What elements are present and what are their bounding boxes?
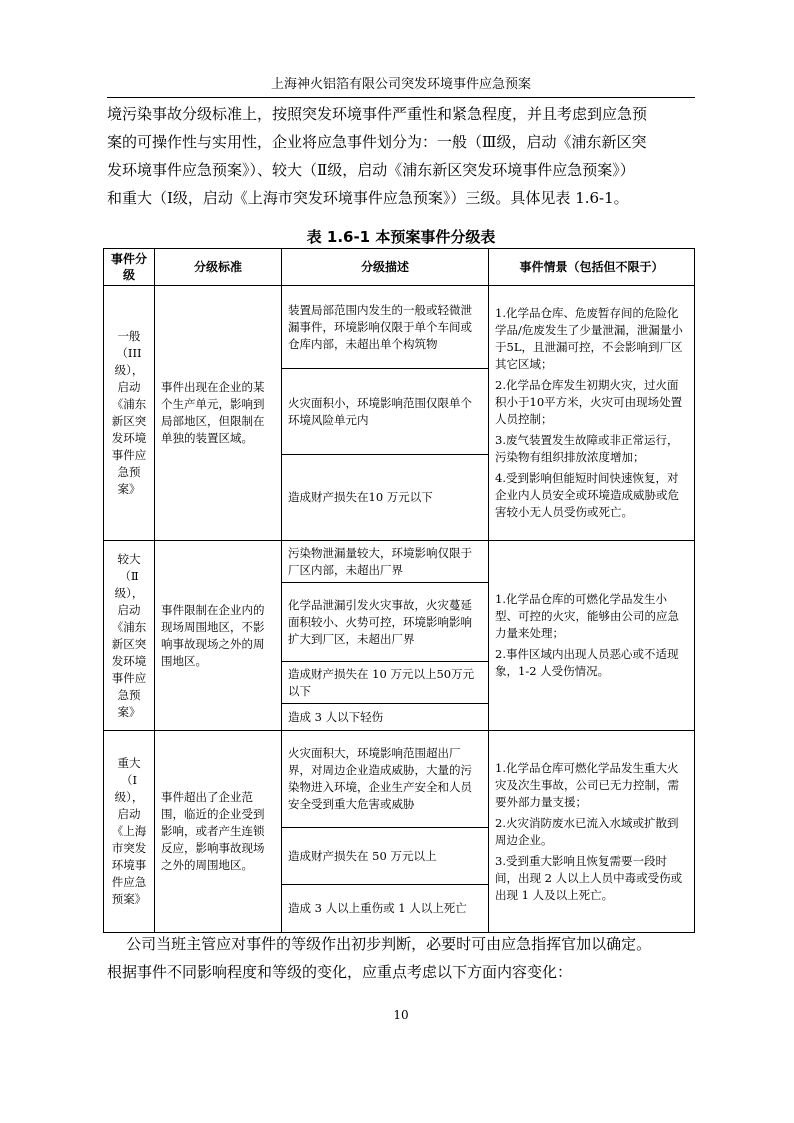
scenario-item: 3.受到重大影响且恢复需要一段时间，出现 2 人以上人员中毒或受伤或出现 1 人及以上死亡。 (495, 853, 683, 902)
scenario-cell (489, 286, 695, 541)
description-cell: 火灾面积小，环境影响范围仅限单个环境风险单元内 (282, 369, 489, 455)
outro-line: 公司当班主管应对事件的等级作出初步判断，必要时可由应急指挥官加以确定。 (107, 935, 652, 953)
outro-paragraph (107, 930, 695, 986)
scenario-item: 4.受到影响但能短时间快速恢复，对企业内人员安全或环境造成威胁或危害较小无人员受伤或死亡。 (495, 471, 679, 519)
table-caption: 表 1.6-1 本预案事件分级表 (306, 228, 496, 246)
description-cell: 造成 3 人以下轻伤 (282, 704, 489, 731)
description-cell: 造成财产损失在10 万元以下 (282, 455, 489, 541)
header-cell: 事件情景（包括但不限于） (489, 249, 695, 286)
header-rule (107, 97, 695, 98)
level-cell: 较大（Ⅱ级），启动《浦东新区突发环境事件应急预案》 (104, 541, 155, 731)
header-cell: 分级标准 (155, 249, 282, 286)
level-cell: 一般（III级），启动《浦东新区突发环境事件应急预案》 (104, 286, 155, 541)
intro-paragraph (107, 100, 695, 212)
scenario-item: 3.废气装置发生故障或非正常运行，污染物有组织排放浓度增加； (495, 433, 679, 464)
description-cell: 装置局部范围内发生的一般或轻微泄漏事件，环境影响仅限于单个车间或仓库内部，未超出单个构筑物 (282, 286, 489, 369)
description-cell: 火灾面积大，环境影响范围超出厂界，对周边企业造成威胁，大量的污染物进入环境，企业生产安全和人员安全受到重大危害或威胁 (282, 731, 489, 828)
header-cell: 分级描述 (282, 249, 489, 286)
intro-line: 和重大（Ⅰ级，启动《上海市突发环境事件应急预案》）三级。具体见表 1.6-1。 (107, 189, 629, 207)
scenario-item: 2.化学品仓库发生初期火灾，过火面积小于10平方米，火灾可由现场处置人员控制； (495, 378, 683, 426)
intro-line: 发环境事件应急预案》）、较大（Ⅱ级，启动《浦东新区突发环境事件应急预案》） (107, 161, 635, 179)
scenario-item: 2.事件区域内出现人员恶心或不适现象，1-2 人受伤情况。 (495, 647, 679, 678)
description-cell: 污染物泄漏量较大，环境影响仅限于厂区内部，未超出厂界 (282, 541, 489, 583)
page-number: 10 (393, 1008, 409, 1022)
description-cell: 化学品泄漏引发火灾事故，火灾蔓延面积较小、火势可控，环境影响影响扩大到厂区，未超出厂界 (282, 583, 489, 662)
table-row (104, 731, 695, 828)
scenario-item: 1.化学品仓库可燃化学品发生重大火灾及次生事故，公司已无力控制，需要外部力量支援； (495, 760, 679, 809)
scenario-item: 2.火灾消防废水已流入水域或扩散到周边企业。 (495, 815, 679, 847)
intro-line: 境污染事故分级标准上，按照突发环境事件严重性和紧急程度，并且考虑到应急预 (107, 105, 648, 123)
level-cell: 重大（Ⅰ级），启动《上海市突发环境事件应急预案》 (104, 731, 155, 933)
table-row (104, 286, 695, 369)
standard-cell: 事件限制在企业内的现场周围地区，不影响事故现场之外的周围地区。 (155, 541, 282, 731)
event-classification-table (103, 248, 695, 933)
description-cell: 造成财产损失在 50 万元以上 (282, 828, 489, 885)
table-header-row (104, 249, 695, 286)
outro-line: 根据事件不同影响程度和等级的变化，应重点考虑以下方面内容变化： (107, 963, 573, 981)
header-cell: 事件分级 (104, 249, 155, 286)
standard-cell: 事件出现在企业的某个生产单元，影响到局部地区，但限制在单独的装置区域。 (155, 286, 282, 541)
scenario-cell (489, 541, 695, 731)
scenario-item: 1.化学品仓库的可燃化学品发生小型、可控的火灾，能够由公司的应急力量来处理； (495, 592, 679, 640)
running-header: 上海神火铝箔有限公司突发环境事件应急预案 (270, 77, 531, 92)
scenario-cell (489, 731, 695, 933)
description-cell: 造成 3 人以上重伤或 1 人以上死亡 (282, 885, 489, 933)
scenario-item: 1.化学品仓库、危废暂存间的危险化学品/危废发生了少量泄漏，泄漏量小于5L，且泄漏可控，不会影响到厂区其它区域； (495, 306, 683, 371)
description-cell: 造成财产损失在 10 万元以上50万元以下 (282, 662, 489, 704)
intro-line: 案的可操作性与实用性，企业将应急事件划分为：一般（Ⅲ级，启动《浦东新区突 (107, 133, 647, 151)
standard-cell: 事件超出了企业范围，临近的企业受到影响，或者产生连锁反应，影响事故现场之外的周围地区。 (155, 731, 282, 933)
table-row (104, 541, 695, 583)
